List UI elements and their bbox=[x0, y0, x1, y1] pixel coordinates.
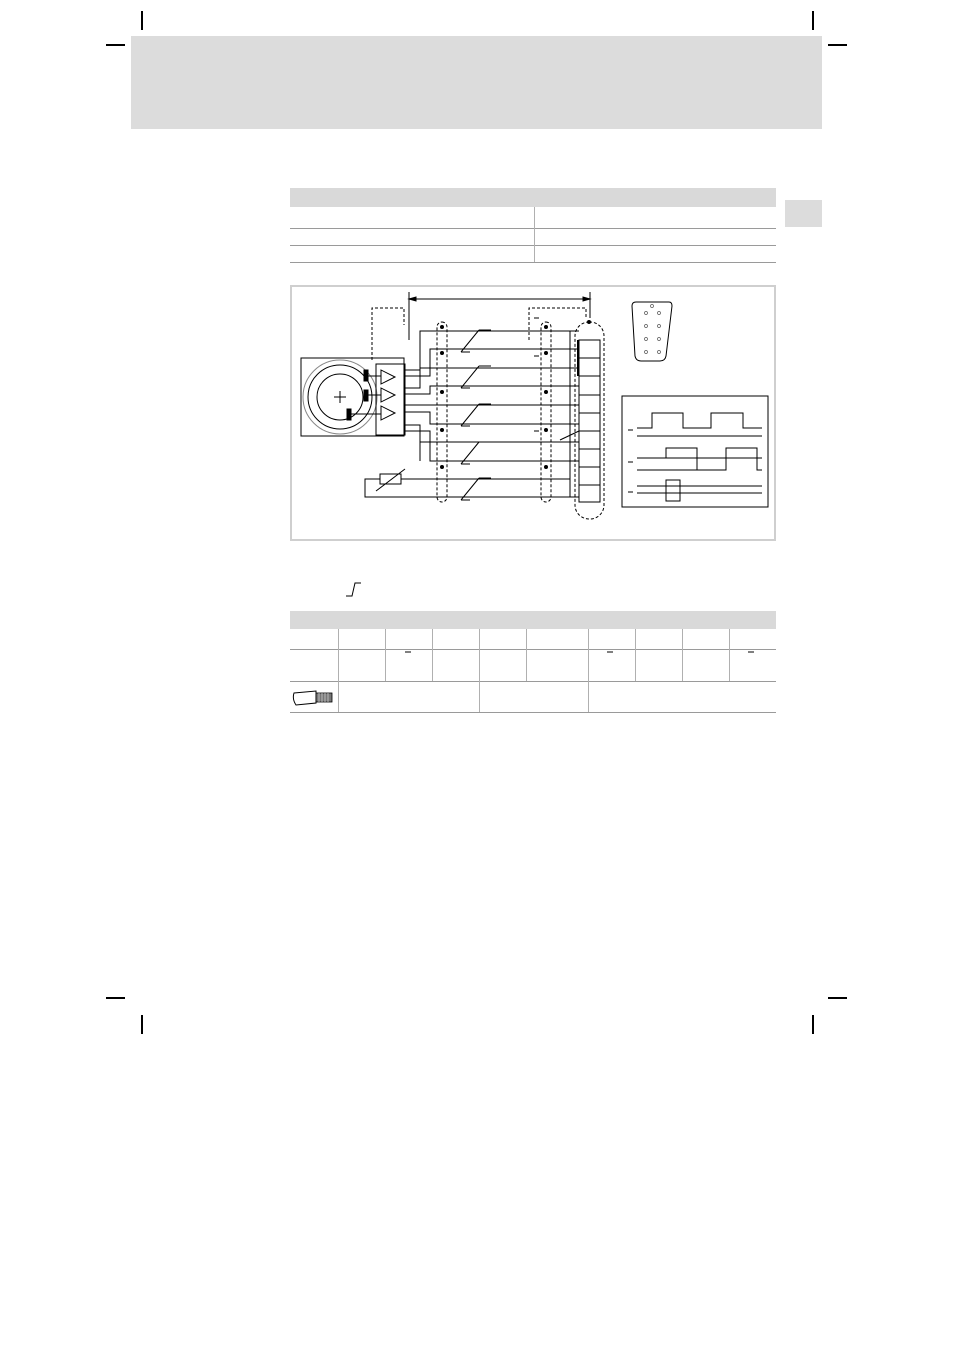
cable-end-icon bbox=[292, 688, 336, 708]
